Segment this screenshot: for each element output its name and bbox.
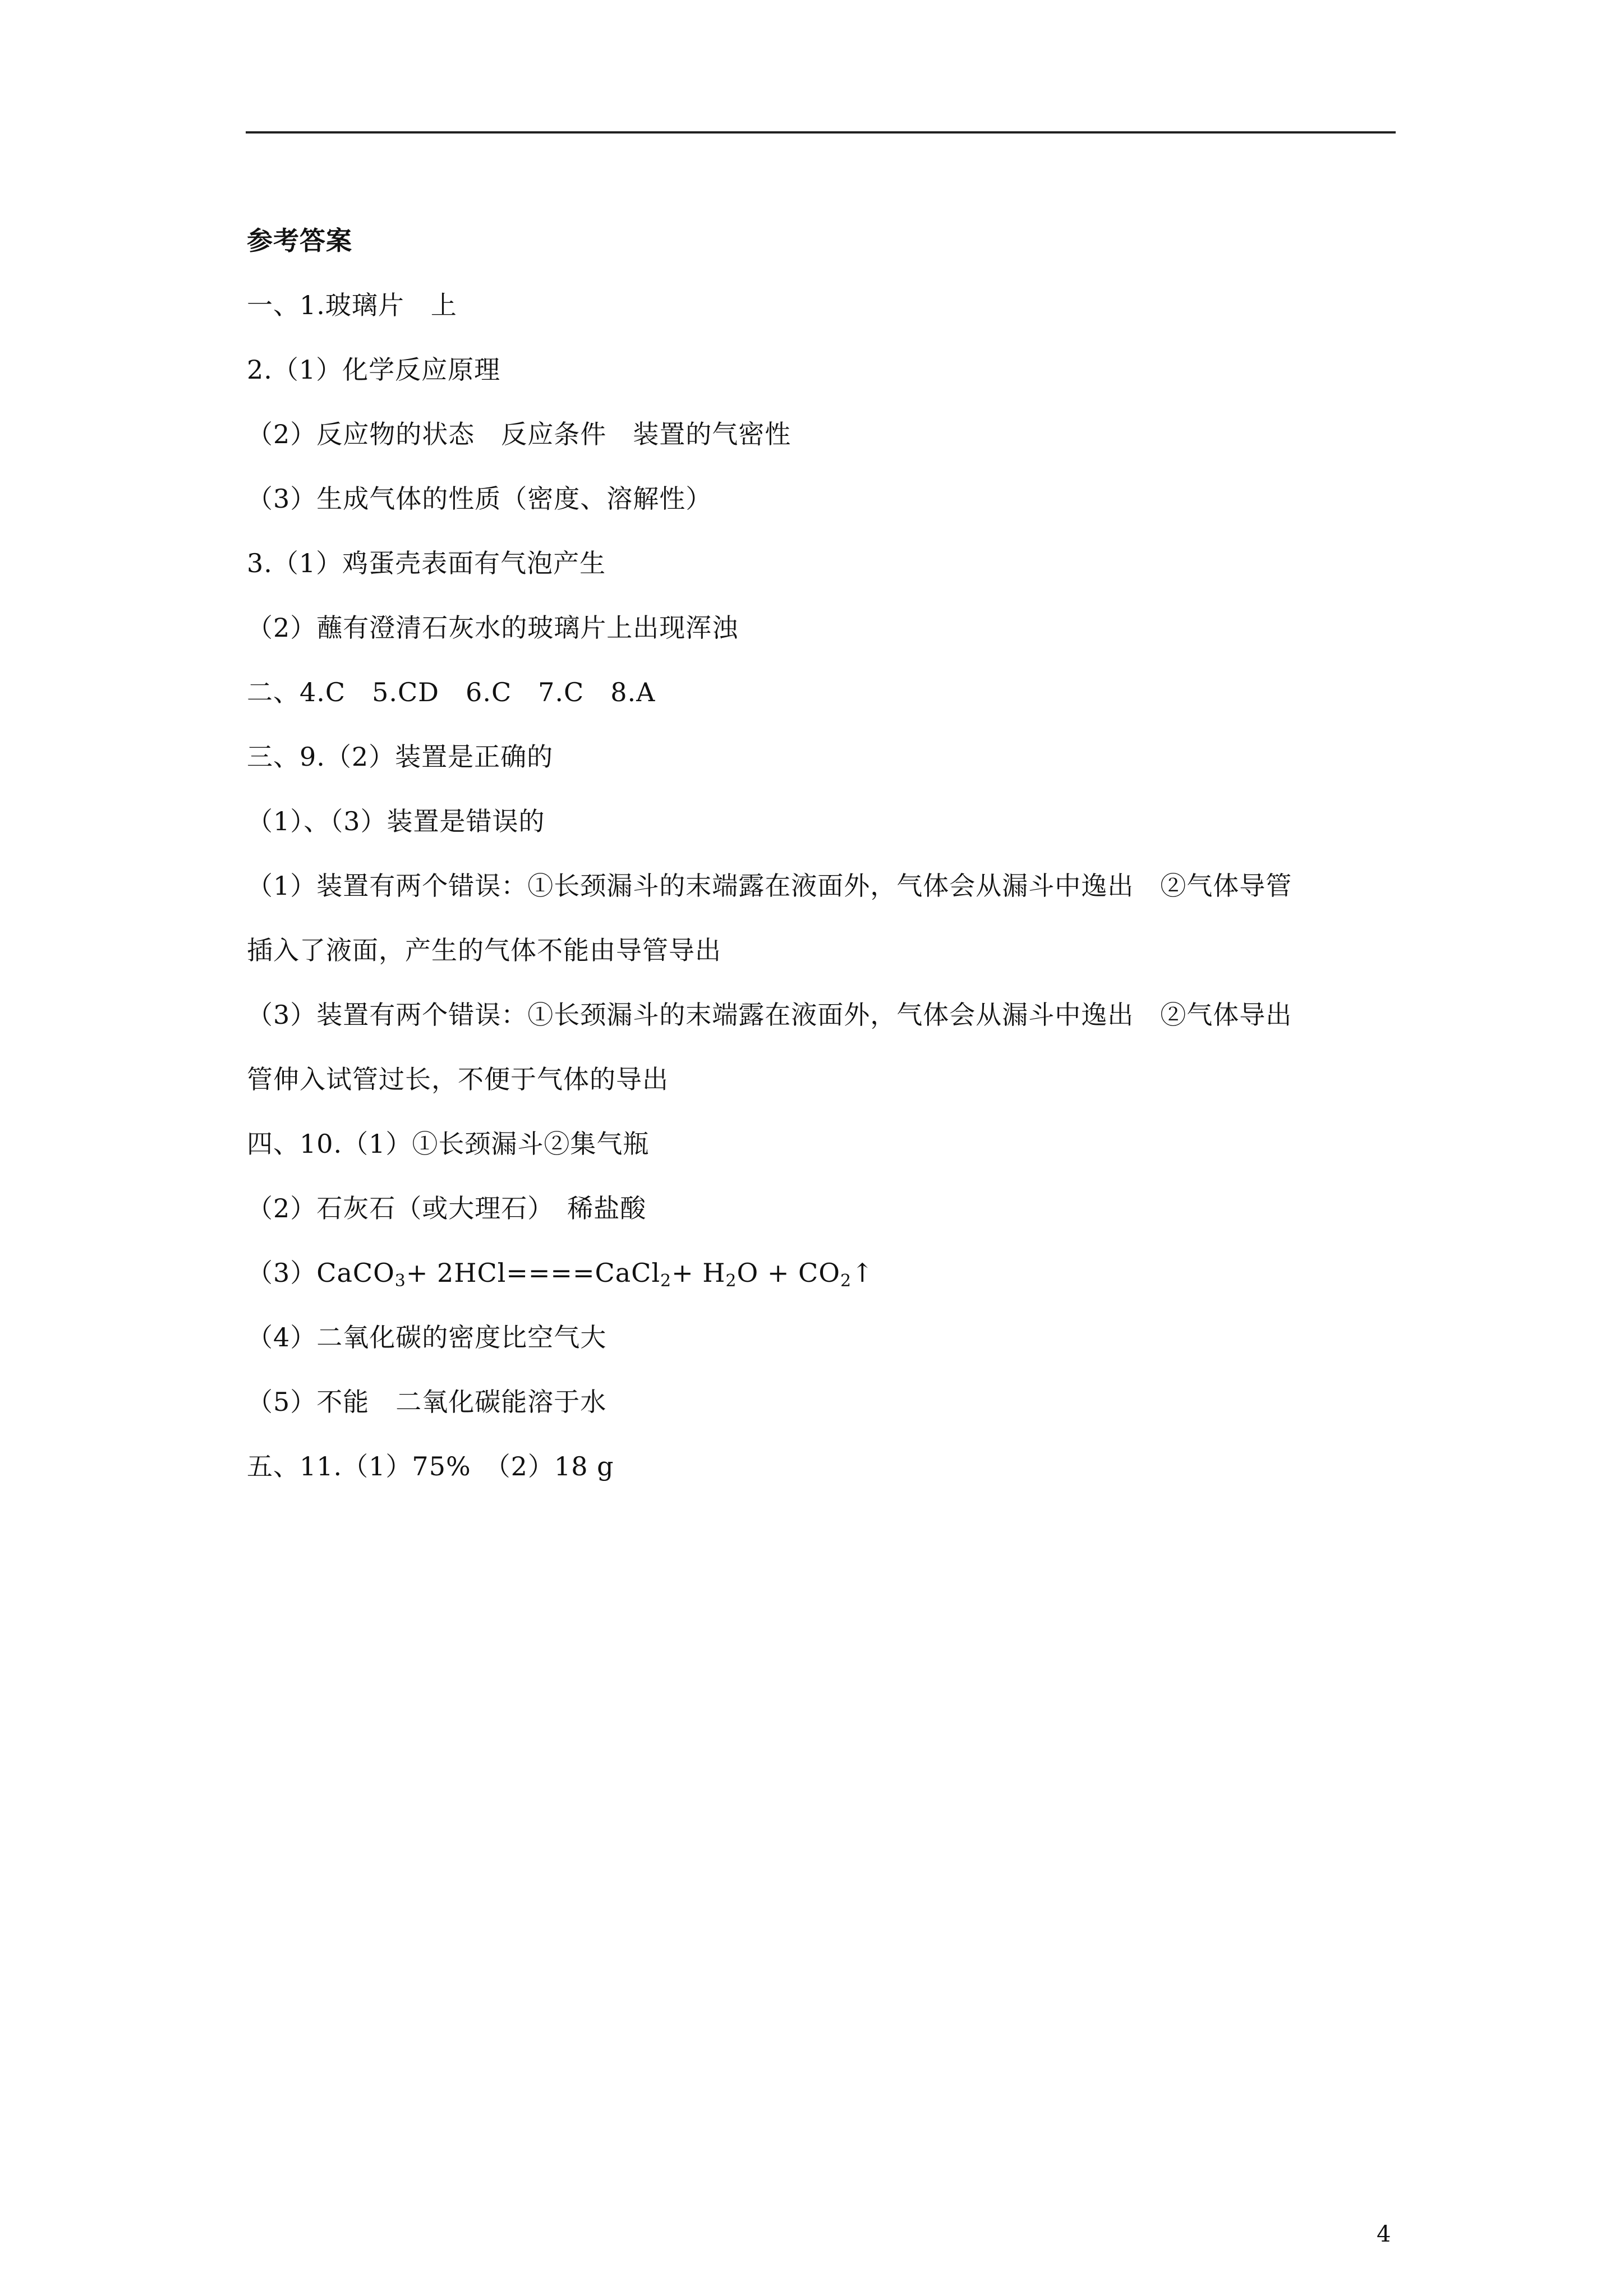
answer-line: 管伸入试管过长，不便于气体的导出 <box>247 1064 669 1094</box>
answer-line: （1）、（3）装置是错误的 <box>247 806 545 836</box>
answer-line: （1）装置有两个错误：①长颈漏斗的末端露在液面外，气体会从漏斗中逸出 ②气体导管 <box>247 871 1292 901</box>
page-number: 4 <box>1377 2221 1391 2247</box>
equation-subscript: 2 <box>840 1271 852 1291</box>
answer-line: 插入了液面，产生的气体不能由导管导出 <box>247 935 721 965</box>
chemical-equation <box>247 1241 1402 1305</box>
answer-line: （2）蘸有澄清石灰水的玻璃片上出现浑浊 <box>247 613 739 643</box>
gas-arrow-icon: ↑ <box>852 1258 874 1288</box>
answer-line: 二、4.C 5.CD 6.C 7.C 8.A <box>247 677 656 707</box>
answer-line: 2.（1）化学反应原理 <box>247 355 501 385</box>
answer-line: （3）装置有两个错误：①长颈漏斗的末端露在液面外，气体会从漏斗中逸出 ②气体导出 <box>247 1000 1292 1030</box>
answer-line: （4）二氧化碳的密度比空气大 <box>247 1322 607 1352</box>
answer-line: 一、1.玻璃片 上 <box>247 290 457 320</box>
answer-line: 三、9.（2）装置是正确的 <box>247 742 554 772</box>
answer-content <box>247 209 1402 1499</box>
header-rule <box>246 131 1396 134</box>
answer-line: （3）生成气体的性质（密度、溶解性） <box>247 484 712 514</box>
answer-line: 五、11.（1）75% （2）18 g <box>247 1451 614 1481</box>
equation-part: + H <box>671 1258 726 1288</box>
equation-prefix: （3）CaCO <box>247 1258 395 1288</box>
equation-part: O + CO <box>737 1258 840 1288</box>
equation-subscript: 2 <box>660 1271 672 1291</box>
answer-line: （5）不能 二氧化碳能溶于水 <box>247 1387 607 1417</box>
answer-line: 四、10.（1）①长颈漏斗②集气瓶 <box>247 1129 650 1159</box>
answer-line: （2）石灰石（或大理石） 稀盐酸 <box>247 1193 647 1223</box>
answer-title: 参考答案 <box>247 226 352 256</box>
equation-subscript: 3 <box>394 1271 406 1291</box>
answer-line: 3.（1）鸡蛋壳表面有气泡产生 <box>247 548 606 578</box>
answer-line: （2）反应物的状态 反应条件 装置的气密性 <box>247 419 792 449</box>
equation-subscript: 2 <box>725 1271 737 1291</box>
equation-part: + 2HCl====CaCl <box>406 1258 661 1288</box>
